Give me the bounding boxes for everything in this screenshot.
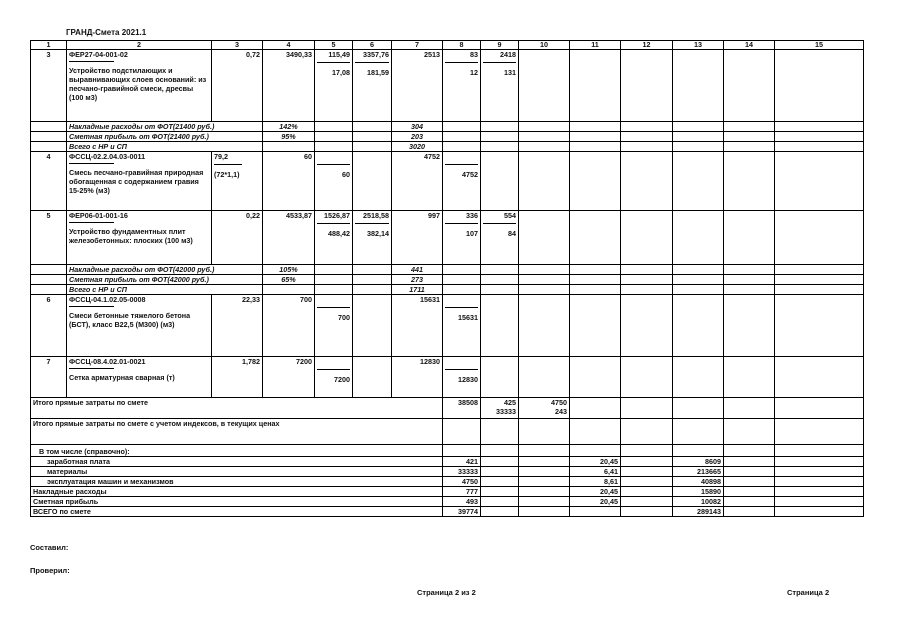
work-name: Устройство подстилающих и выравнивающих слоев оснований: из песчано-гравийной смеси, дресвы (100 м3): [69, 66, 207, 102]
page-number-right: Страница 2: [787, 588, 830, 597]
col-num: 10: [519, 41, 570, 50]
summary-current: 213665: [673, 467, 724, 477]
cell-value: 382,14: [367, 229, 389, 238]
table-row: [31, 357, 864, 398]
cell-value: 3357,76: [363, 50, 389, 59]
col-num: 1: [31, 41, 67, 50]
table-row: [31, 487, 864, 497]
estimate-table: [30, 40, 864, 517]
summary-base: 777: [443, 487, 481, 497]
cell-value: 700: [338, 313, 350, 322]
summary-label: заработная плата: [31, 457, 443, 467]
table-row: [31, 122, 864, 132]
cell-value: 15631: [458, 313, 478, 322]
profit-pct: 65%: [263, 275, 315, 285]
cell-value: 488,42: [328, 229, 350, 238]
grand-total-label: ВСЕГО по смете: [31, 507, 443, 517]
cell-value: [443, 211, 481, 265]
table-row: [31, 295, 864, 357]
work-cell: [67, 295, 212, 357]
column-number-row: [31, 41, 864, 50]
summary-base: 493: [443, 497, 481, 507]
cell-value: [315, 211, 353, 265]
quantity-formula: (72*1,1): [214, 170, 240, 179]
unit-cost: 700: [263, 295, 315, 357]
subtotal-value: 3020: [392, 142, 443, 152]
cell-value: 425: [504, 398, 516, 407]
cell-value: [443, 295, 481, 357]
col-num: 6: [353, 41, 392, 50]
profit-label: Сметная прибыль от ФОТ(21400 руб.): [67, 132, 263, 142]
profit-label: Сметная прибыль от ФОТ(42000 руб.): [67, 275, 263, 285]
software-header: ГРАНД-Смета 2021.1: [66, 28, 147, 37]
work-cell: [67, 211, 212, 265]
work-name: Устройство фундаментных плит железобетонных: плоских (100 м3): [69, 227, 193, 245]
work-name: Смеси бетонные тяжелого бетона (БСТ), класс B22,5 (М300) (м3): [69, 311, 191, 329]
summary-index: 20,45: [570, 457, 621, 467]
cell-value: [443, 50, 481, 122]
table-row: [31, 477, 864, 487]
cell-value: 60: [342, 170, 350, 179]
cell-value: 12830: [458, 375, 478, 384]
table-row: [31, 265, 864, 275]
rate-code: ФССЦ-02.2.04.03-0011: [69, 152, 146, 161]
summary-label: Накладные расходы: [31, 487, 443, 497]
cell-value: 2518,58: [363, 211, 389, 220]
cell-value: 243: [555, 407, 567, 416]
cell-value: 1526,87: [324, 211, 350, 220]
col-num: 8: [443, 41, 481, 50]
row-number: 4: [31, 152, 67, 211]
total-cost: 997: [392, 211, 443, 265]
profit-value: 273: [392, 275, 443, 285]
cell-value: 336: [466, 211, 478, 220]
cell-value: 17,08: [332, 68, 350, 77]
rate-code: ФЕР06-01-001-16: [69, 211, 128, 220]
summary-current: 8609: [673, 457, 724, 467]
quantity: 1,782: [212, 357, 263, 398]
row-number: 5: [31, 211, 67, 265]
summary-index: 8,61: [570, 477, 621, 487]
cell-value: [315, 295, 353, 357]
cell-value: [481, 398, 519, 419]
cell-value: [481, 211, 519, 265]
unit-cost: 60: [263, 152, 315, 211]
cell-value: 83: [470, 50, 478, 59]
summary-index: 6,41: [570, 467, 621, 477]
cell-value: [315, 357, 353, 398]
col-num: 5: [315, 41, 353, 50]
cell-value: 4752: [462, 170, 478, 179]
total-cost: 2513: [392, 50, 443, 122]
overhead-value: 304: [392, 122, 443, 132]
cell-value: 33333: [496, 407, 516, 416]
grand-total-current: 289143: [673, 507, 724, 517]
work-cell: [67, 152, 212, 211]
unit-cost: 3490,33: [263, 50, 315, 122]
subtotal-label: Всего с НР и СП: [67, 285, 263, 295]
page-number-center: Страница 2 из 2: [417, 588, 476, 597]
table-row: [31, 275, 864, 285]
summary-base: 421: [443, 457, 481, 467]
profit-pct: 95%: [263, 132, 315, 142]
table-row: [31, 445, 864, 457]
col-num: 9: [481, 41, 519, 50]
quantity: 22,33: [212, 295, 263, 357]
table-row: [31, 142, 864, 152]
direct-costs-total: 38508: [443, 398, 481, 419]
direct-costs-label: Итого прямые затраты по смете: [31, 398, 443, 419]
total-cost: 15631: [392, 295, 443, 357]
cell-value: [353, 50, 392, 122]
summary-index: [570, 507, 621, 517]
cell-value: [519, 398, 570, 419]
table-row: [31, 497, 864, 507]
cell-value: 7200: [334, 375, 350, 384]
col-num: 15: [775, 41, 864, 50]
subtotal-value: 1711: [392, 285, 443, 295]
row-number: 7: [31, 357, 67, 398]
indexed-costs-label: Итого прямые затраты по смете с учетом индексов, в текущих ценах: [31, 419, 443, 445]
work-cell: [67, 357, 212, 398]
cell-value: [353, 211, 392, 265]
cell-value: [481, 50, 519, 122]
col-num: 3: [212, 41, 263, 50]
cell-value: 107: [466, 229, 478, 238]
cell-value: [315, 50, 353, 122]
composed-by-label: Составил:: [30, 543, 69, 552]
row-number: 6: [31, 295, 67, 357]
total-cost: 4752: [392, 152, 443, 211]
cell-value: 181,59: [367, 68, 389, 77]
overhead-label: Накладные расходы от ФОТ(42000 руб.): [67, 265, 263, 275]
subtotal-label: Всего с НР и СП: [67, 142, 263, 152]
summary-current: 15890: [673, 487, 724, 497]
table-row: [31, 132, 864, 142]
table-row: [31, 285, 864, 295]
table-row: [31, 467, 864, 477]
cell-value: 131: [504, 68, 516, 77]
total-cost: 12830: [392, 357, 443, 398]
grand-total-base: 39774: [443, 507, 481, 517]
col-num: 11: [570, 41, 621, 50]
unit-cost: 7200: [263, 357, 315, 398]
cell-value: [315, 152, 353, 211]
quantity: 0,22: [212, 211, 263, 265]
including-label: В том числе (справочно):: [31, 445, 443, 457]
checked-by-label: Проверил:: [30, 566, 70, 575]
summary-current: 40898: [673, 477, 724, 487]
row-number: 3: [31, 50, 67, 122]
summary-label: эксплуатация машин и механизмов: [31, 477, 443, 487]
col-num: 13: [673, 41, 724, 50]
overhead-pct: 142%: [263, 122, 315, 132]
quantity-cell: [212, 152, 263, 211]
col-num: 4: [263, 41, 315, 50]
cell-value: [443, 152, 481, 211]
summary-current: 10082: [673, 497, 724, 507]
unit-cost: 4533,87: [263, 211, 315, 265]
cell-value: 115,49: [328, 50, 350, 59]
cell-value: 554: [504, 211, 516, 220]
table-row: [31, 419, 864, 445]
summary-base: 4750: [443, 477, 481, 487]
summary-label: Сметная прибыль: [31, 497, 443, 507]
overhead-pct: 105%: [263, 265, 315, 275]
col-num: 7: [392, 41, 443, 50]
work-name: Сетка арматурная сварная (т): [69, 373, 175, 382]
table-row: [31, 507, 864, 517]
rate-code: ФЕР27-04-001-02: [69, 50, 128, 59]
overhead-value: 441: [392, 265, 443, 275]
col-num: 2: [67, 41, 212, 50]
table-row: [31, 50, 864, 122]
summary-index: 20,45: [570, 487, 621, 497]
cell-value: 84: [508, 229, 516, 238]
overhead-label: Накладные расходы от ФОТ(21400 руб.): [67, 122, 263, 132]
quantity: 79,2: [214, 152, 228, 161]
cell-value: 2418: [500, 50, 516, 59]
summary-label: материалы: [31, 467, 443, 477]
rate-code: ФССЦ-04.1.02.05-0008: [69, 295, 146, 304]
table-row: [31, 398, 864, 419]
summary-index: 20,45: [570, 497, 621, 507]
work-name: Смесь песчано-гравийная природная обогащенная с содержанием гравия 15-25% (м3): [69, 168, 204, 195]
table-row: [31, 152, 864, 211]
table-row: [31, 457, 864, 467]
rate-code: ФССЦ-08.4.02.01-0021: [69, 357, 146, 366]
cell-value: [443, 357, 481, 398]
profit-value: 203: [392, 132, 443, 142]
table-row: [31, 211, 864, 265]
cell-value: 4750: [551, 398, 567, 407]
cell-value: 12: [470, 68, 478, 77]
summary-base: 33333: [443, 467, 481, 477]
col-num: 14: [724, 41, 775, 50]
work-cell: [67, 50, 212, 122]
col-num: 12: [621, 41, 673, 50]
quantity: 0,72: [212, 50, 263, 122]
